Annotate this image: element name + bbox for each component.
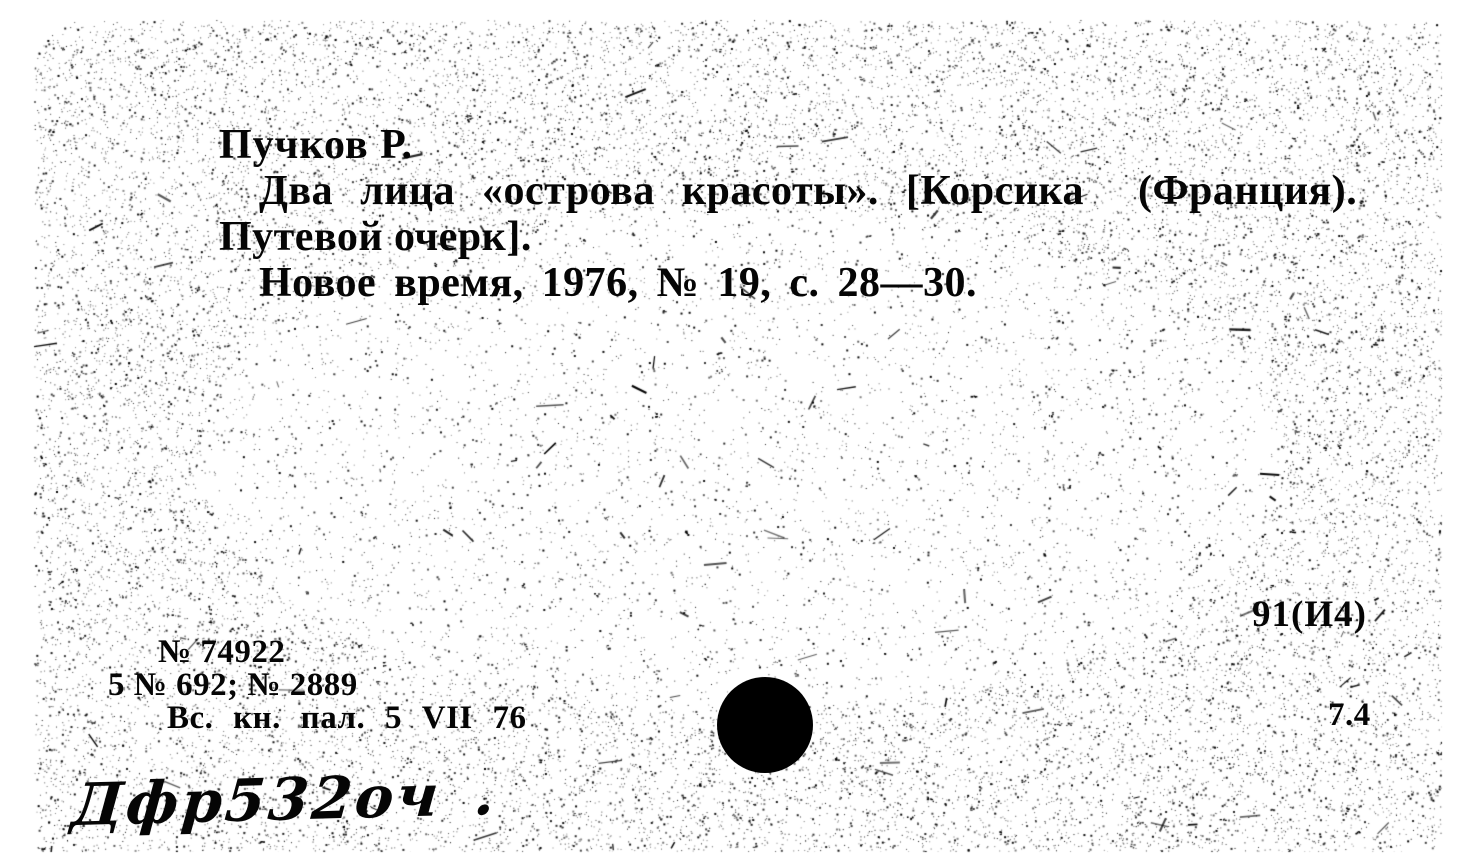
index-code: 7.4 [1328,697,1371,733]
handwritten-shelfmark: Дфр532оч . [69,759,501,840]
author-line: Пучков Р. [219,122,414,168]
classification-code: 91(И4) [1252,594,1367,635]
title-line-1: Два лица «острова красоты». [Корсика (Франция). [259,168,1358,214]
series-numbers: 5 № 692; № 2889 [108,667,358,703]
accession-number: № 74922 [158,634,286,670]
title-line-2: Путевой очерк]. [219,214,532,260]
book-chamber-date-line: Вс. кн. пал. 5 VII 76 [167,700,527,736]
source-citation-line: Новое время, 1976, № 19, с. 28—30. [259,260,978,306]
punch-hole-mark [717,677,813,773]
